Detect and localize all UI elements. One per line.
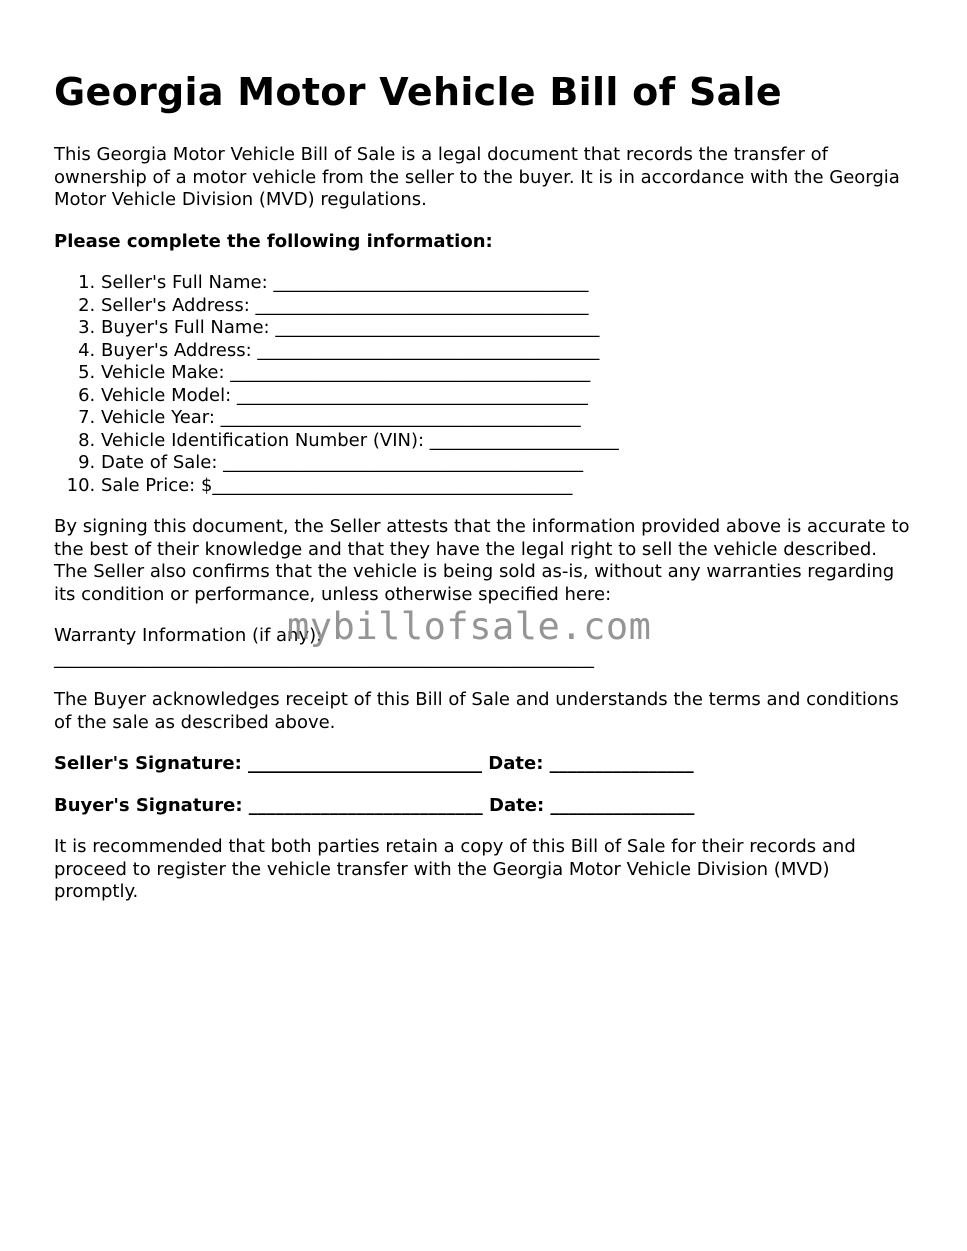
warranty-line: ____________________________________________________________: [54, 647, 594, 669]
seller-signature-line: Seller's Signature: __________________________ Date: ________________: [54, 753, 694, 774]
closing-paragraph: It is recommended that both parties retain a copy of this Bill of Sale for their records and proceed to register the vehicle transfer with the Georgia Motor Vehicle Division (MVD) promptly.: [54, 836, 856, 902]
field-sale-price: 10. Sale Price: $________________________________________: [101, 475, 914, 498]
warranty-label: Warranty Information (if any):: [54, 625, 323, 646]
field-seller-full-name: 1. Seller's Full Name: ___________________________________: [101, 272, 914, 295]
field-buyer-address: 4. Buyer's Address: ______________________________________: [101, 340, 914, 363]
watermark: mybillofsale.com: [287, 605, 652, 648]
field-vin: 8. Vehicle Identification Number (VIN): _____________________: [101, 430, 914, 453]
field-date-of-sale: 9. Date of Sale: ________________________________________: [101, 452, 914, 475]
intro-paragraph: This Georgia Motor Vehicle Bill of Sale is a legal document that records the transfer of ownership of a motor vehicle from the seller to the buyer. It is in accordance with the Georgia Motor Vehicle Division (MVD) regulations.: [54, 144, 900, 210]
instruction-heading: Please complete the following information:: [54, 230, 493, 252]
warranty-section: [54, 625, 914, 670]
information-field-list: [54, 272, 914, 497]
document-page: [54, 66, 914, 923]
acknowledgement-paragraph: The Buyer acknowledges receipt of this Bill of Sale and understands the terms and conditions of the sale as described above.: [54, 689, 899, 733]
field-seller-address: 2. Seller's Address: _____________________________________: [101, 295, 914, 318]
field-vehicle-make: 5. Vehicle Make: ________________________________________: [101, 362, 914, 385]
attestation-paragraph: By signing this document, the Seller attests that the information provided above is accurate to the best of their knowledge and that they have the legal right to sell the vehicle described. The Seller also confirms that the vehicle is being sold as-is, without any warranties regarding its condition or performance, unless otherwise specified here:: [54, 516, 910, 605]
buyer-signature-line: Buyer's Signature: __________________________ Date: ________________: [54, 794, 695, 816]
field-vehicle-year: 7. Vehicle Year: ________________________________________: [101, 407, 914, 430]
field-vehicle-model: 6. Vehicle Model: _______________________________________: [101, 385, 914, 408]
field-buyer-full-name: 3. Buyer's Full Name: ____________________________________: [101, 317, 914, 340]
document-title: Georgia Motor Vehicle Bill of Sale: [54, 70, 782, 114]
